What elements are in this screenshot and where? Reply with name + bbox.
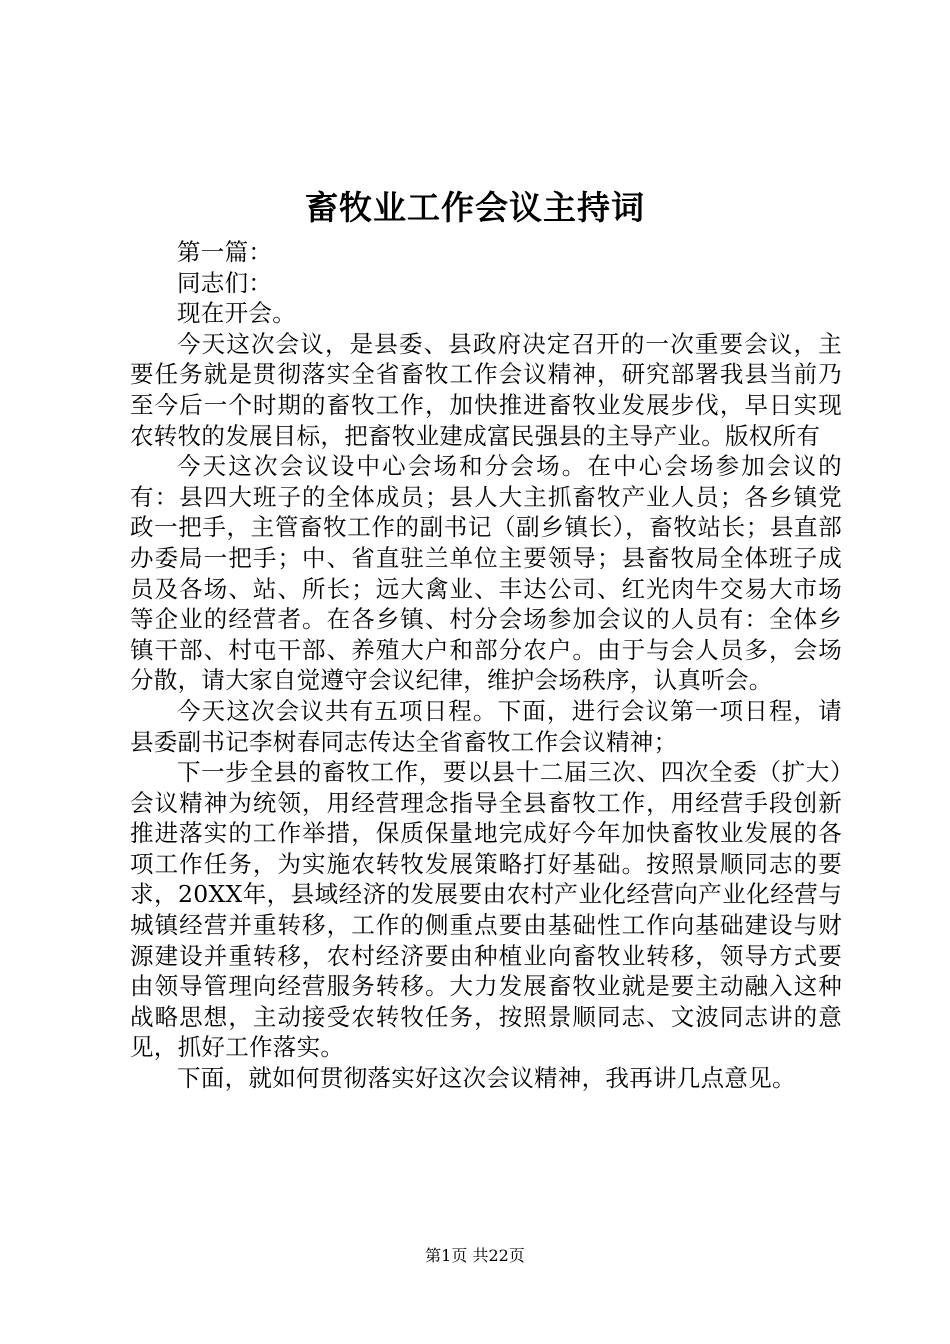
paragraph-attendees: 今天这次会议设中心会场和分会场。在中心会场参加会议的有：县四大班子的全体成员；县人大主抓畜牧产业人员；各乡镇党政一把手，主管畜牧工作的副书记（副乡镇长），畜牧站长；县直部办委局一把手；中、省直驻兰单位主要领导；县畜牧局全体班子成员及各场、站、所长；远大禽业、丰达公司、红光肉牛交易大市场等企业的经营者。在各乡镇、村分会场参加会议的人员有：全体乡镇干部、村屯干部、养殖大户和部分农户。由于与会人员多，会场分散，请大家自觉遵守会议纪律，维护会场秩序，认真听会。 (130, 452, 842, 695)
paragraph-next-steps: 下一步全县的畜牧工作，要以县十二届三次、四次全委（扩大）会议精神为统领，用经营理念指导全县畜牧工作，用经营手段创新推进落实的工作举措，保质保量地完成好今年加快畜牧业发展的各项工作任务，为实施农转牧发展策略打好基础。按照景顺同志的要求，20XX年，县域经济的发展要由农村产业化经营向产业化经营与城镇经营并重转移，工作的侧重点要由基础性工作向基础建设与财源建设并重转移，农村经济要由种植业向畜牧业转移，领导方式要由领导管理向经营服务转移。大力发展畜牧业就是要主动融入这种战略思想，主动接受农转牧任务，按照景顺同志、文波同志讲的意见，抓好工作落实。 (130, 758, 842, 1062)
document-title: 畜牧业工作会议主持词 (305, 188, 645, 227)
paragraph-salutation: 同志们： (177, 268, 273, 297)
paragraph-section-label: 第一篇： (177, 238, 273, 266)
paragraph-meeting-purpose: 今天这次会议，是县委、县政府决定召开的一次重要会议，主要任务就是贯彻落实全省畜牧工作会议精神，研究部署我县当前乃至今后一个时期的畜牧工作，加快推进畜牧业发展步伐，早日实现农转牧的发展目标，把畜牧业建成富民强县的主导产业。版权所有 (130, 329, 842, 450)
document-body (130, 237, 842, 1094)
paragraph-opening: 现在开会。 (177, 299, 296, 328)
paragraph-closing: 下面，就如何贯彻落实好这次会议精神，我再讲几点意见。 (177, 1064, 796, 1093)
page-number: 第1页 共22页 (425, 1246, 525, 1265)
paragraph-agenda: 今天这次会议共有五项日程。下面，进行会议第一项日程，请县委副书记李树春同志传达全省畜牧工作会议精神； (130, 696, 842, 756)
